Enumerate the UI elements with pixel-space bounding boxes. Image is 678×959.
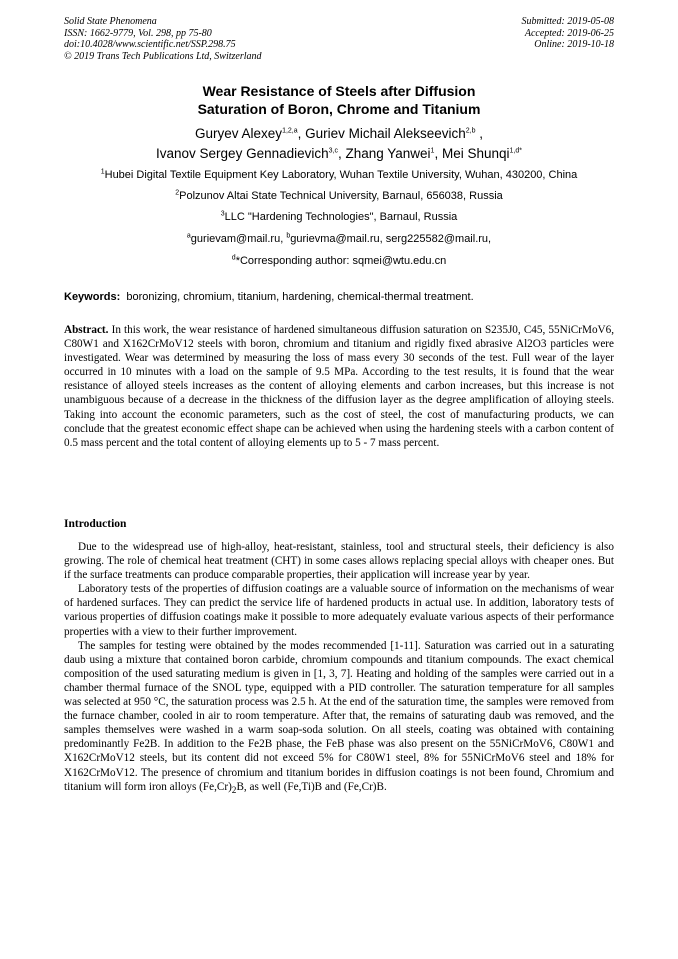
submission-dates bbox=[522, 16, 615, 51]
email-link[interactable]: gurievma@mail.ru, serg225582@mail.ru, bbox=[290, 233, 492, 245]
affiliation-2 bbox=[64, 189, 614, 203]
author-line-2 bbox=[64, 144, 614, 164]
affiliation-text: Polzunov Altai State Technical University, Barnaul, 656038, Russia bbox=[179, 190, 503, 202]
paragraph-text: The samples for testing were obtained by the modes recommended [1-11]. Saturation was carried out in a saturating daub using a mixture that contained boron carbide, chromium compounds and titanium compounds. The exact chemical composition of the used saturating medium is given in [1, 3, 7]. Heating and holding of the samples were carried out in a chamber thermal furnace of the SNOL type, equipped with a PID controller. The saturation temperature for all samples was selected at 950 °C, the saturation process was 2.5 h. At the end of the saturation time, the samples were removed from the furnace chamber, cooled in air to room temperature. After that, the remains of saturating daub was removed, and the samples themselves were washed in a warm soap-soda solution. On all steels, coating was obtained with containing predominantly Fe2B. In addition to the Fe2B phase, the FeB phase was also present on the 55NiCrMoV6, C80W1 and X162CrMoV12 steels, but its content did not exceed 5% for C80W1 steel, 8% for 55NiCrMoV6 steel and 18% for X162CrMoV12. The presence of chromium and titanium borides in diffusion coatings is not been found, Chromium and titanium will form iron alloys (Fe,Cr) bbox=[64, 639, 614, 793]
subscript: 2 bbox=[231, 785, 237, 796]
email-mark: b bbox=[286, 232, 291, 240]
online-date: Online: 2019-10-18 bbox=[534, 39, 614, 50]
affiliation-mark: 1 bbox=[100, 168, 105, 176]
paper-title-line-2: Saturation of Boron, Chrome and Titanium bbox=[197, 101, 481, 117]
paragraph: Due to the widespread use of high-alloy, heat-resistant, stainless, tool and structural steels, their deficiency is also growing. The role of chemical heat treatment (CHT) in some cases allows replacing special alloys with cheaper ones. But if the surface treatments can produce comparable properties, their application will increase year by year. bbox=[64, 541, 614, 582]
author-affiliation-mark: 1,d* bbox=[509, 147, 522, 155]
author-name: Guryev Alexey bbox=[195, 126, 283, 141]
abstract-label: Abstract. bbox=[64, 324, 109, 336]
affiliation-mark: 2 bbox=[175, 189, 180, 197]
paragraph: Laboratory tests of the properties of diffusion coatings are a valuable source of information on the mechanisms of wear of hardened surfaces. They can predict the service life of hardened products in actual use. In addition, laboratory tests of various properties of diffusion coatings make it possible to more adequately evaluate various aspects of their performance properties with a view to their further improvement. bbox=[64, 583, 614, 638]
author-separator: , bbox=[434, 146, 442, 161]
author-name: Guriev Michail Alekseevich bbox=[305, 126, 466, 141]
author-list bbox=[64, 124, 614, 164]
submitted-date: Submitted: 2019-05-08 bbox=[521, 16, 614, 27]
affiliation-text: LLC "Hardening Technologies", Barnaul, Russia bbox=[224, 211, 458, 223]
corresponding-text: *Corresponding author: sqmei@wtu.edu.cn bbox=[235, 255, 447, 267]
keywords-label: Keywords: bbox=[64, 291, 121, 303]
accepted-date: Accepted: 2019-06-25 bbox=[524, 27, 614, 39]
introduction-body bbox=[64, 540, 614, 798]
affiliation-1 bbox=[64, 168, 614, 182]
author-affiliation-mark: 1,2,a bbox=[282, 127, 298, 135]
email-mark: a bbox=[186, 232, 191, 240]
author-separator: , bbox=[475, 126, 483, 141]
corresponding-author bbox=[64, 254, 614, 268]
section-title-introduction: Introduction bbox=[64, 518, 127, 530]
paper-title bbox=[64, 82, 614, 118]
author-affiliation-mark: 3,c bbox=[328, 147, 338, 155]
paragraph bbox=[64, 639, 614, 798]
affiliation-mark: 3 bbox=[220, 210, 225, 218]
author-affiliation-mark: 2,b bbox=[465, 127, 476, 135]
journal-doi: doi:10.4028/www.scientific.net/SSP.298.75 bbox=[64, 39, 236, 50]
affiliation-text: Hubei Digital Textile Equipment Key Laboratory, Wuhan Textile University, Wuhan, 430200, China bbox=[104, 169, 578, 181]
keywords-text: boronizing, chromium, titanium, hardening, chemical-thermal treatment. bbox=[126, 291, 474, 303]
author-line-1 bbox=[64, 124, 614, 144]
email-link[interactable]: gurievam@mail.ru, bbox=[190, 233, 287, 245]
abstract bbox=[64, 323, 614, 450]
journal-info bbox=[64, 16, 262, 62]
author-name: Ivanov Sergey Gennadievich bbox=[156, 146, 329, 161]
journal-name: Solid State Phenomena bbox=[64, 16, 157, 27]
keywords bbox=[64, 290, 614, 304]
author-name: Zhang Yanwei bbox=[345, 146, 431, 161]
author-affiliation-mark: 1 bbox=[430, 147, 435, 155]
author-name: Mei Shunqi bbox=[441, 146, 510, 161]
journal-copyright: © 2019 Trans Tech Publications Ltd, Switzerland bbox=[64, 50, 262, 62]
abstract-text: In this work, the wear resistance of hardened simultaneous diffusion saturation on S235J0, C45, 55NiCrMoV6, C80W1 and X162CrMoV12 steels with boron, chromium and titanium and rigidly fixed abrasive Al2O3 particles were investigated. Wear was determined by measuring the loss of mass every 30 seconds of the test. Full wear of the layer occurred in 10 minutes with a load on the sample of 9.5 MPa. According to the test results, it is found that the wear resistance of alloyed steels increases as the content of alloying elements and carbon increases, but this increase is not unambiguous because of a decrease in the thickness of the diffusion layer as the degree amplification of alloying steels. Taking into account the economic parameters, such as the cost of steel, the cost of manufacturing products, we can conclude that the greatest economic effect shape can be achieved when using the hardening steels with a carbon content of 0.5 mass percent and the total content of alloying elements up to 5 - 7 mass percent. bbox=[64, 324, 615, 449]
author-separator: , bbox=[297, 126, 306, 141]
affiliation-3 bbox=[64, 210, 614, 224]
author-emails bbox=[64, 232, 614, 246]
paragraph-text: B, as well (Fe,Ti)B and (Fe,Cr)B. bbox=[236, 780, 387, 793]
paper-title-line-1: Wear Resistance of Steels after Diffusion bbox=[202, 83, 476, 99]
corresponding-mark: d bbox=[231, 254, 236, 262]
author-separator: , bbox=[337, 146, 346, 161]
journal-issn: ISSN: 1662-9779, Vol. 298, pp 75-80 bbox=[64, 27, 212, 39]
